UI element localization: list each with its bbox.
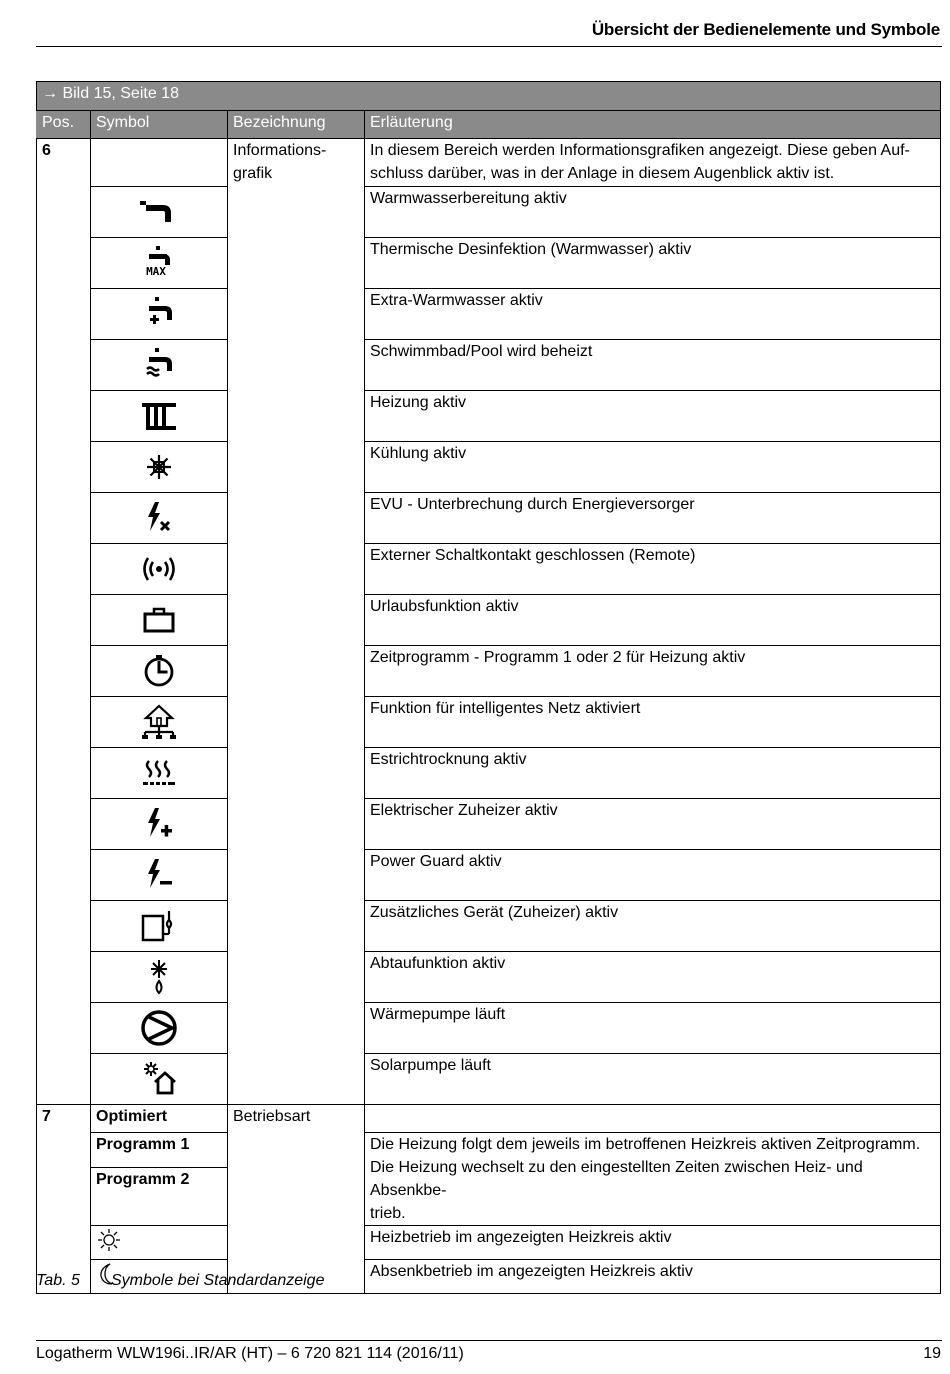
table-row [37, 952, 941, 1003]
tap-plus-icon [91, 294, 227, 334]
table-row [37, 799, 941, 850]
page-number: 19 [923, 1345, 941, 1362]
symbol-cell [91, 595, 228, 646]
explanation-cell: Schwimmbad/Pool wird beheizt [365, 340, 941, 391]
explanation-cell: Kühlung aktiv [365, 442, 941, 493]
tap-pool-icon [91, 345, 227, 385]
suitcase-icon [91, 600, 227, 640]
table-header-row [37, 111, 941, 139]
table-row [37, 1054, 941, 1105]
table-row [37, 748, 941, 799]
sun-icon [96, 1239, 122, 1256]
symbol-cell [91, 139, 228, 187]
explanation-cell: Heizbetrieb im angezeigten Heizkreis aktiv [365, 1226, 941, 1260]
header-divider [36, 46, 942, 47]
symbol-cell [91, 391, 228, 442]
explanation-cell: Thermische Desinfektion (Warmwasser) aktiv [365, 238, 941, 289]
defrost-icon [91, 957, 227, 997]
table-caption-row [37, 82, 941, 111]
table-row [37, 850, 941, 901]
explanation-cell: Abtaufunktion aktiv [365, 952, 941, 1003]
remote-signal-icon [91, 549, 227, 589]
explanation-cell: Elektrischer Zuheizer aktiv [365, 799, 941, 850]
symbol-cell: Programm 2 [91, 1167, 228, 1225]
clock-icon [91, 651, 227, 691]
symbol-cell [91, 187, 228, 238]
explanation-cell: Warmwasserbereitung aktiv [365, 187, 941, 238]
caption-text: Symbole bei Standardanzeige [111, 1272, 325, 1289]
symbol-cell [91, 799, 228, 850]
explanation-cell: Solarpumpe läuft [365, 1054, 941, 1105]
table-row [37, 391, 941, 442]
explanation-cell: Extra-Warmwasser aktiv [365, 289, 941, 340]
table-row [37, 901, 941, 952]
tap-icon [91, 192, 227, 232]
caption-number: Tab. 5 [36, 1272, 80, 1289]
table-row [37, 1226, 941, 1260]
explanation-cell [365, 1133, 941, 1226]
lightning-minus-icon [91, 855, 227, 895]
table-caption-label [36, 1272, 324, 1290]
explanation-cell: Urlaubsfunktion aktiv [365, 595, 941, 646]
explanation-cell: EVU - Unterbrechung durch Energieversorger [365, 493, 941, 544]
table-row [37, 187, 941, 238]
column-header-explanation: Erläuterung [365, 111, 941, 139]
table-row [37, 340, 941, 391]
explanation-cell: Absenkbetrieb im angezeigten Heizkreis aktiv [365, 1260, 941, 1294]
table-row [37, 1105, 941, 1133]
explanation-cell: Estrichtrocknung aktiv [365, 748, 941, 799]
table-row [37, 697, 941, 748]
table-row [37, 595, 941, 646]
snowflake-icon [91, 447, 227, 487]
symbol-cell [91, 646, 228, 697]
additional-heater-icon [91, 906, 227, 946]
explanation-cell: Wärmepumpe läuft [365, 1003, 941, 1054]
symbol-cell [91, 544, 228, 595]
table-row [37, 139, 941, 187]
column-header-symbol: Symbol [91, 111, 228, 139]
explanation-cell: Zeitprogramm - Programm 1 oder 2 für Heizung aktiv [365, 646, 941, 697]
explanation-cell: In diesem Bereich werden Informationsgrafiken angezeigt. Diese geben Auf- schluss darüber, was in der Anlage in diesem Augenblick aktiv ist. [365, 139, 941, 187]
explanation-cell: Zusätzliches Gerät (Zuheizer) aktiv [365, 901, 941, 952]
lightning-cross-icon [91, 498, 227, 538]
symbol-cell [91, 289, 228, 340]
designation-cell: Informations- grafik [228, 139, 365, 1105]
symbol-cell: Programm 1 [91, 1133, 228, 1168]
table-row [37, 289, 941, 340]
explanation-text: Die Heizung folgt dem jeweils im betroffenen Heizkreis aktiven Zeitprogramm. [370, 1136, 921, 1153]
tap-max-icon [91, 243, 227, 283]
symbols-table [36, 81, 941, 1294]
explanation-cell: Externer Schaltkontakt geschlossen (Remote) [365, 544, 941, 595]
footer-divider [36, 1340, 942, 1341]
symbol-cell [91, 493, 228, 544]
symbol-cell [91, 340, 228, 391]
table-row [37, 238, 941, 289]
symbol-cell [91, 1054, 228, 1105]
explanation-cell: Funktion für intelligentes Netz aktiviert [365, 697, 941, 748]
smart-grid-icon [91, 702, 227, 742]
table-row [37, 544, 941, 595]
symbol-cell [91, 1226, 228, 1260]
symbol-cell [91, 442, 228, 493]
column-header-pos: Pos. [37, 111, 91, 139]
table-row [37, 493, 941, 544]
footer-document-id: Logatherm WLW196i..IR/AR (HT) – 6 720 821 114 (2016/11) [36, 1345, 464, 1362]
svg-text:MAX: MAX [146, 265, 166, 278]
table-row [37, 646, 941, 697]
pos-cell: 6 [37, 139, 91, 1105]
explanation-text: Die Heizung wechselt zu den eingestellten Zeiten zwischen Heiz- und Absenkbe- trieb. [370, 1159, 863, 1222]
designation-cell: Betriebsart [228, 1105, 365, 1294]
screed-drying-icon [91, 753, 227, 793]
symbol-cell [91, 850, 228, 901]
table-row [37, 1133, 941, 1168]
table-caption: → Bild 15, Seite 18 [37, 82, 941, 111]
solar-house-icon [91, 1059, 227, 1099]
heat-pump-icon [91, 1008, 227, 1048]
page-header-title: Übersicht der Bedienelemente und Symbole [591, 20, 940, 39]
symbol-cell [91, 952, 228, 1003]
explanation-cell: Power Guard aktiv [365, 850, 941, 901]
symbol-cell [91, 697, 228, 748]
pos-cell: 7 [37, 1105, 91, 1294]
symbol-cell: Optimiert [91, 1105, 228, 1133]
symbol-cell [91, 1003, 228, 1054]
lightning-plus-icon [91, 804, 227, 844]
symbol-cell [91, 901, 228, 952]
radiator-icon [91, 396, 227, 436]
symbol-cell [91, 238, 228, 289]
table-row [37, 1003, 941, 1054]
symbol-cell [91, 748, 228, 799]
explanation-cell [365, 1105, 941, 1133]
table-row [37, 442, 941, 493]
column-header-designation: Bezeichnung [228, 111, 365, 139]
explanation-cell: Heizung aktiv [365, 391, 941, 442]
